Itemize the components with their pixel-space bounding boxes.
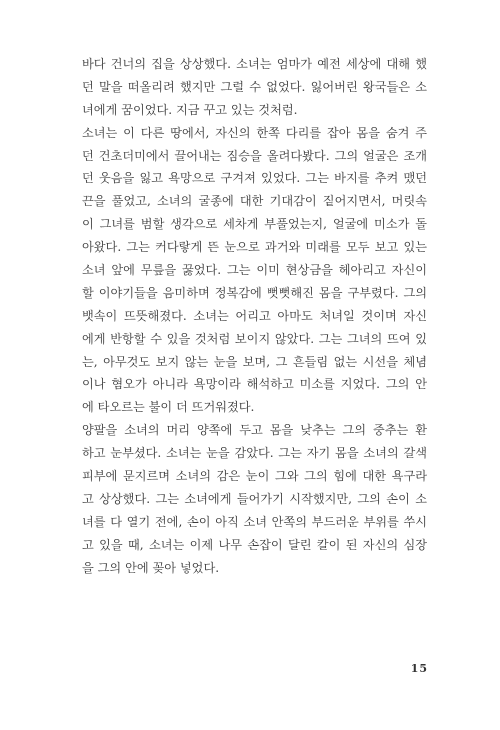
text-line: 던 말을 떠올리려 했지만 그럴 수 없었다. 잃어버린 왕국들은 소 [82, 79, 427, 94]
text-line: 소녀는 이 다른 땅에서, 자신의 한쪽 다리를 잡아 몸을 숨겨 주 [82, 125, 427, 140]
text-line: 고 상상했다. 그는 소녀에게 들어가기 시작했지만, 그의 손이 소 [82, 491, 427, 506]
text-line: 고 있을 때, 소녀는 이제 나무 손잡이 달린 칼이 된 자신의 심장 [82, 537, 427, 552]
text-line: 던 건초더미에서 끌어내는 짐승을 올려다봤다. 그의 얼굴은 조개 [82, 148, 427, 163]
text-line: 뱃속이 뜨뜻해졌다. 소녀는 어리고 아마도 처녀일 것이며 자신 [82, 308, 427, 323]
text-line: 양팔을 소녀의 머리 양쪽에 두고 몸을 낮추는 그의 중추는 환 [82, 423, 427, 438]
text-line: 에 타오르는 불이 더 뜨거워졌다. [82, 400, 255, 415]
text-line: 이 그녀를 범할 생각으로 세차게 부풀었는지, 얼굴에 미소가 돌 [82, 217, 427, 232]
text-line: 을 그의 안에 꽂아 넣었다. [82, 560, 220, 575]
text-line: 아왔다. 그는 커다랗게 뜬 눈으로 과거와 미래를 모두 보고 있는 [82, 240, 427, 255]
text-line: 소녀 앞에 무릎을 꿇었다. 그는 이미 현상금을 헤아리고 자신이 [82, 263, 427, 278]
text-line: 피부에 문지르며 소녀의 감은 눈이 그와 그의 힘에 대한 욕구라 [82, 469, 427, 484]
page-number: 15 [410, 662, 428, 675]
text-line: 바다 건너의 집을 상상했다. 소녀는 엄마가 예전 세상에 대해 했 [82, 57, 427, 71]
text-line: 녀를 다 열기 전에, 손이 아직 소녀 안쪽의 부드러운 부위를 쑤시 [82, 514, 427, 529]
text-line: 하고 눈부셨다. 소녀는 눈을 감았다. 그는 자기 몸을 소녀의 갈색 [82, 446, 427, 461]
text-line: 던 웃음을 잃고 욕망으로 구겨져 있었다. 그는 바지를 추켜 맸던 [82, 171, 427, 186]
body-text [82, 53, 427, 579]
text-line: 는, 아무것도 보지 않는 눈을 보며, 그 흔들림 없는 시선을 체념 [82, 354, 427, 369]
text-line: 할 이야기들을 음미하며 정복감에 뻣뻣해진 몸을 구부렸다. 그의 [82, 285, 427, 300]
text-line: 에게 반항할 수 있을 것처럼 보이지 않았다. 그는 그녀의 뜨여 있 [82, 331, 427, 346]
text-line: 이나 혐오가 아니라 욕망이라 해석하고 미소를 지었다. 그의 안 [82, 377, 427, 392]
text-line: 끈을 풀었고, 소녀의 굴종에 대한 기대감이 짙어지면서, 머릿속 [82, 194, 427, 209]
text-line: 녀에게 꿈이었다. 지금 꾸고 있는 것처럼. [82, 102, 298, 117]
